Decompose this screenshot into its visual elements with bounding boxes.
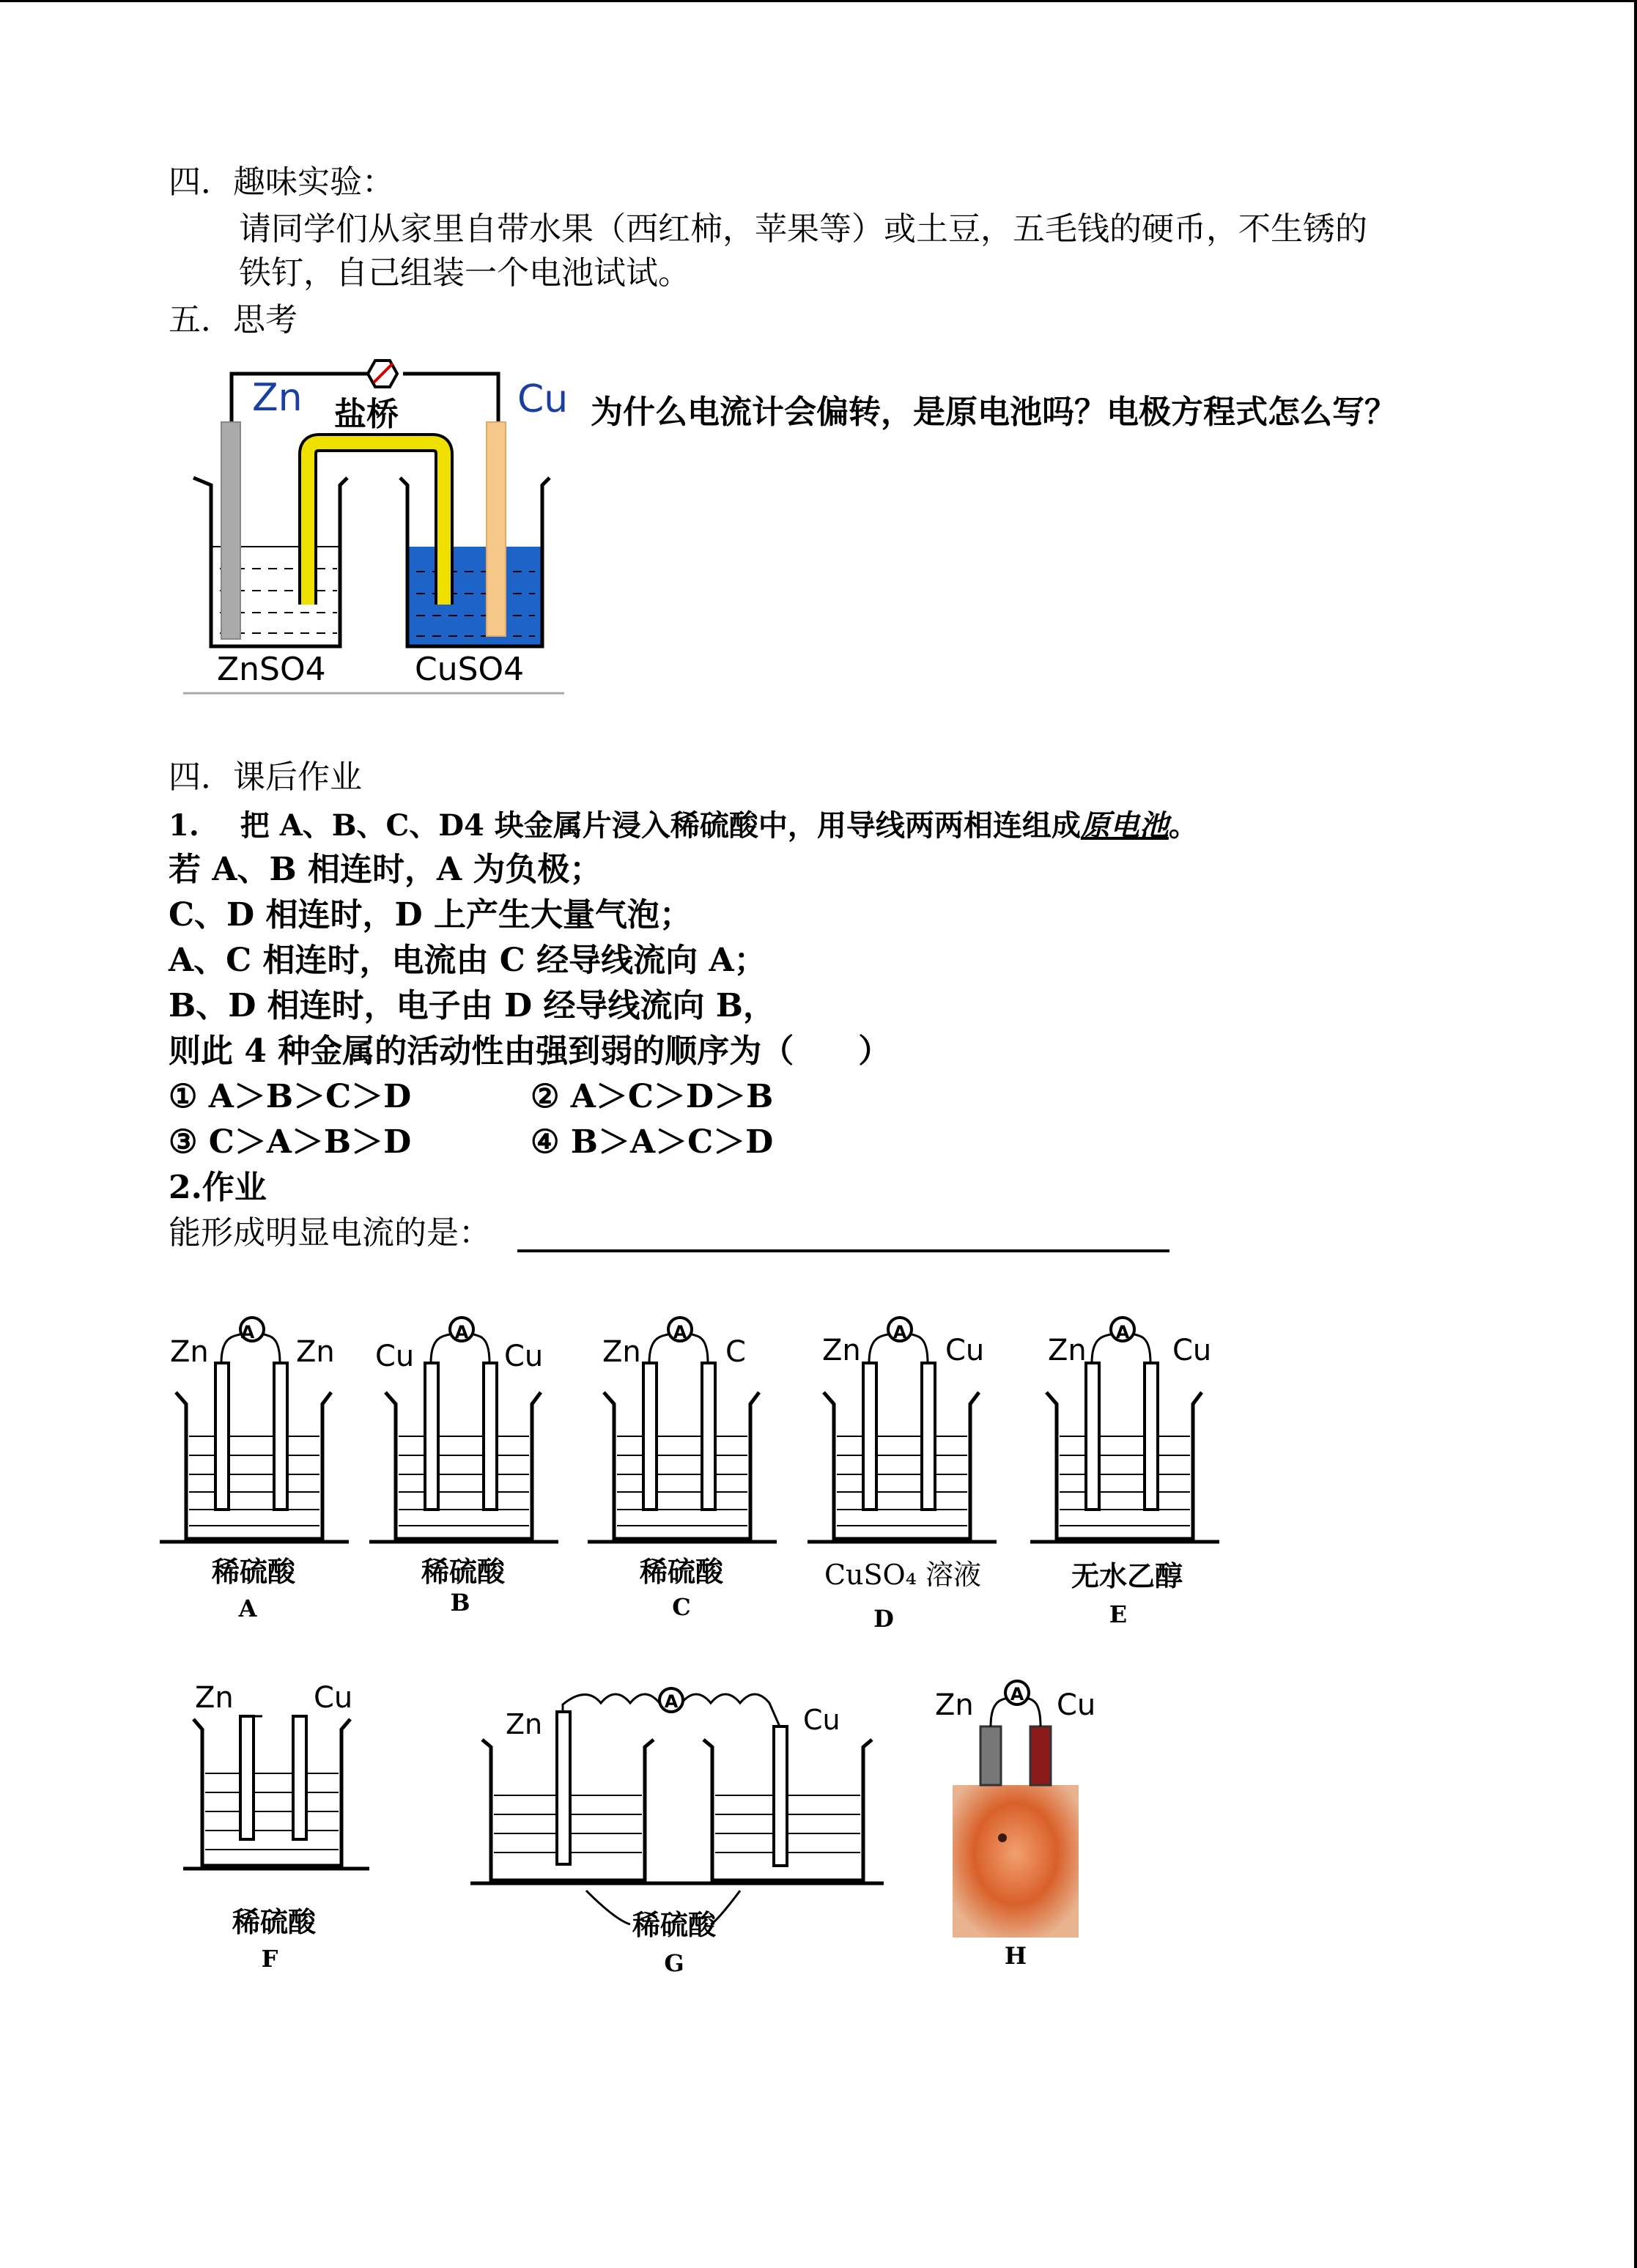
cuso4-solution bbox=[409, 547, 541, 646]
cell-d-solution: CuSO₄ 溶液 bbox=[824, 1559, 982, 1591]
ammeter-symbol: A bbox=[1115, 1322, 1130, 1342]
ammeter-symbol: A bbox=[240, 1322, 255, 1342]
cells-row-1 bbox=[166, 1304, 1246, 1641]
ammeter-symbol: A bbox=[1010, 1684, 1024, 1704]
option-1[interactable]: ① A＞B＞C＞D bbox=[169, 1078, 412, 1115]
fruit-image bbox=[953, 1785, 1079, 1938]
cell-a-right: Zn bbox=[296, 1335, 335, 1369]
question-1-line: 若 A、B 相连时，A 为负极； bbox=[169, 851, 602, 888]
cell-e-solution: 无水乙醇 bbox=[1071, 1559, 1183, 1592]
ammeter-symbol: A bbox=[454, 1322, 469, 1342]
cell-b[interactable] bbox=[369, 1318, 558, 1617]
cell-e-right: Cu bbox=[1172, 1334, 1212, 1367]
cell-b-letter: B bbox=[450, 1589, 470, 1617]
cell-g-right: Cu bbox=[803, 1704, 840, 1736]
question-2-heading: 2.作业 bbox=[169, 1169, 267, 1206]
question-1-line: 则此 4 种金属的活动性由强到弱的顺序为（ ） bbox=[169, 1033, 891, 1070]
question-1-line: C、D 相连时，D 上产生大量气泡； bbox=[169, 896, 692, 934]
section4-line1: 请同学们从家里自带水果（西红柿，苹果等）或土豆，五毛钱的硬币，不生锈的 bbox=[239, 210, 1367, 248]
cell-a-solution: 稀硫酸 bbox=[211, 1555, 296, 1588]
cell-d-left: Zn bbox=[822, 1334, 861, 1367]
question-1-line: A、C 相连时，电流由 C 经导线流向 A； bbox=[169, 942, 766, 979]
cell-a-left: Zn bbox=[170, 1335, 209, 1369]
ammeter-symbol: A bbox=[893, 1322, 907, 1342]
copper-strip bbox=[1030, 1726, 1051, 1785]
ammeter-symbol: A bbox=[664, 1691, 679, 1712]
cell-g-left: Zn bbox=[506, 1708, 543, 1740]
question-1-text: 把 A、B、C、D4 块金属片浸入稀硫酸中，用导线两两相连组成 bbox=[240, 808, 1081, 843]
salt-bridge-label: 盐桥 bbox=[334, 396, 399, 433]
cell-e[interactable] bbox=[1030, 1318, 1219, 1628]
cell-c[interactable] bbox=[588, 1318, 777, 1621]
cell-g-solution: 稀硫酸 bbox=[632, 1908, 717, 1941]
section4-heading: 四．趣味实验： bbox=[169, 163, 394, 201]
question-1 bbox=[169, 806, 1198, 846]
homework-heading: 四．课后作业 bbox=[169, 758, 362, 796]
cell-h-left: Zn bbox=[935, 1688, 974, 1722]
cell-h-letter: H bbox=[1004, 1942, 1027, 1970]
cell-e-letter: E bbox=[1109, 1600, 1128, 1628]
cells-row-2 bbox=[176, 1671, 1128, 1979]
cell-c-letter: C bbox=[672, 1593, 691, 1621]
cell-b-left: Cu bbox=[375, 1340, 415, 1373]
zn-electrode-label: Zn bbox=[252, 376, 303, 420]
page-border-top bbox=[0, 0, 1637, 2]
cuso4-label: CuSO4 bbox=[415, 651, 525, 688]
znso4-label: ZnSO4 bbox=[217, 651, 326, 688]
cell-d-right: Cu bbox=[945, 1334, 985, 1367]
cu-electrode-label: Cu bbox=[517, 377, 569, 421]
copper-rod bbox=[487, 422, 506, 636]
cell-g-letter: G bbox=[664, 1949, 684, 1977]
cell-f-letter: F bbox=[261, 1945, 278, 1973]
section4-line2: 铁钉，自己组装一个电池试试。 bbox=[239, 254, 690, 292]
cell-a-letter: A bbox=[238, 1595, 257, 1622]
cell-c-solution: 稀硫酸 bbox=[639, 1555, 724, 1588]
zinc-strip bbox=[980, 1726, 1001, 1785]
cell-f-left: Zn bbox=[195, 1681, 234, 1715]
option-2[interactable]: ② A＞C＞D＞B bbox=[531, 1078, 774, 1115]
question-1-term: 原电池 bbox=[1080, 808, 1169, 843]
salt-bridge-cell-diagram bbox=[176, 352, 572, 696]
section5-question: 为什么电流计会偏转，是原电池吗？电极方程式怎么写？ bbox=[591, 394, 1397, 431]
cell-f-solution: 稀硫酸 bbox=[232, 1905, 317, 1938]
cell-b-solution: 稀硫酸 bbox=[421, 1555, 506, 1588]
ammeter-symbol: A bbox=[673, 1322, 687, 1342]
cell-g[interactable] bbox=[470, 1688, 884, 1977]
cell-c-right: C bbox=[725, 1335, 746, 1369]
cell-c-left: Zn bbox=[602, 1335, 641, 1369]
cell-f[interactable] bbox=[183, 1681, 369, 1973]
question-1-number: 1. bbox=[169, 808, 199, 843]
answer-blank[interactable] bbox=[517, 1249, 1169, 1252]
cell-d-letter: D bbox=[873, 1605, 894, 1633]
zinc-rod bbox=[221, 422, 240, 639]
page-border-right bbox=[1634, 0, 1637, 2268]
cell-h-right: Cu bbox=[1057, 1688, 1096, 1722]
cell-h[interactable] bbox=[935, 1681, 1095, 1970]
cell-e-left: Zn bbox=[1048, 1334, 1087, 1367]
question-1-end: 。 bbox=[1168, 808, 1198, 843]
cell-f-right: Cu bbox=[314, 1681, 353, 1715]
section5-heading: 五．思考 bbox=[169, 301, 298, 339]
option-4[interactable]: ④ B＞A＞C＞D bbox=[531, 1123, 774, 1161]
galvanometer-icon bbox=[368, 361, 397, 387]
cell-a[interactable] bbox=[160, 1318, 349, 1622]
option-3[interactable]: ③ C＞A＞B＞D bbox=[169, 1123, 412, 1161]
cell-b-right: Cu bbox=[504, 1340, 544, 1373]
question-1-line: B、D 相连时，电子由 D 经导线流向 B， bbox=[169, 987, 775, 1024]
question-2-prompt: 能形成明显电流的是： bbox=[169, 1214, 491, 1252]
cell-d[interactable] bbox=[808, 1318, 997, 1633]
